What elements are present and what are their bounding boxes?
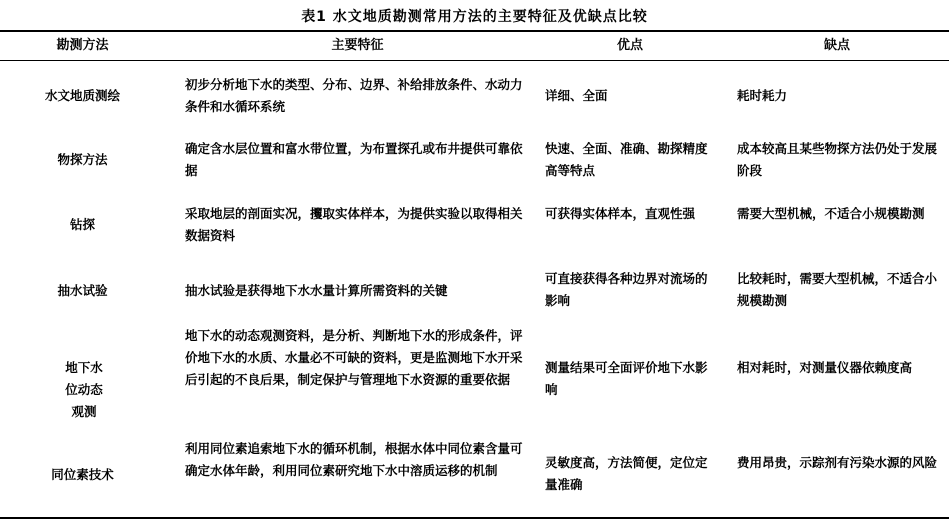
row-4-features: 抽水试验是获得地下水水量计算所需资料的关键 bbox=[185, 283, 448, 298]
row-4-cons: 比较耗时，需要大型机械，不适合小规模勘测 bbox=[737, 271, 938, 308]
row-2-method: 物探方法 bbox=[57, 152, 108, 167]
row-1-method: 水文地质测绘 bbox=[44, 88, 120, 103]
row-5-pros: 测量结果可全面评价地下水影响 bbox=[545, 360, 708, 397]
row-3-features: 采取地层的剖面实况，攫取实体样本，为提供实验以取得相关数据资料 bbox=[185, 206, 523, 243]
header-features: 主要特征 bbox=[331, 38, 384, 53]
row-1-cons: 耗时耗力 bbox=[737, 88, 788, 103]
row-2-pros: 快速、全面、准确、勘探精度高等特点 bbox=[545, 141, 708, 178]
row-6-cons: 费用昂贵，示踪剂有污染水源的风险 bbox=[737, 455, 938, 470]
header-rule bbox=[0, 60, 949, 61]
header-pros: 优点 bbox=[616, 38, 643, 53]
row-6-method: 同位素技术 bbox=[51, 467, 114, 482]
row-5-cons: 相对耗时，对测量仪器依赖度高 bbox=[737, 360, 913, 375]
row-3-method: 钻探 bbox=[69, 217, 95, 232]
header-method: 勘测方法 bbox=[56, 38, 109, 53]
table-top-rule bbox=[0, 30, 949, 32]
row-1-features: 初步分析地下水的类型、分布、边界、补给排放条件、水动力条件和水循环系统 bbox=[185, 77, 523, 114]
header-cons: 缺点 bbox=[823, 38, 850, 53]
row-4-method: 抽水试验 bbox=[57, 283, 108, 298]
table-bottom-rule bbox=[0, 517, 949, 519]
row-1-pros: 详细、全面 bbox=[545, 88, 608, 103]
row-3-pros: 可获得实体样本，直观性强 bbox=[545, 206, 696, 221]
row-5-features: 地下水的动态观测资料，是分析、判断地下水的形成条件，评价地下水的水质、水量必不可缺的资料，更是监测地下水开采后引起的不良后果，制定保护与管理地下水资源的重要依据 bbox=[185, 328, 523, 387]
table-title: 表1 水文地质勘测常用方法的主要特征及优缺点比较 bbox=[301, 9, 648, 25]
row-5-method: 地下水位动态观测 bbox=[65, 360, 103, 419]
row-2-cons: 成本较高且某些物探方法仍处于发展阶段 bbox=[737, 141, 938, 178]
row-4-pros: 可直接获得各种边界对流场的影响 bbox=[545, 271, 708, 308]
row-2-features: 确定含水层位置和富水带位置，为布置探孔或布井提供可靠依据 bbox=[185, 141, 523, 178]
row-3-cons: 需要大型机械，不适合小规模勘测 bbox=[737, 206, 925, 221]
row-6-pros: 灵敏度高，方法简便，定位定量准确 bbox=[545, 455, 708, 492]
row-6-features: 利用同位素追索地下水的循环机制，根据水体中同位素含量可确定水体年龄，利用同位素研究地下水中溶质运移的机制 bbox=[185, 441, 523, 478]
